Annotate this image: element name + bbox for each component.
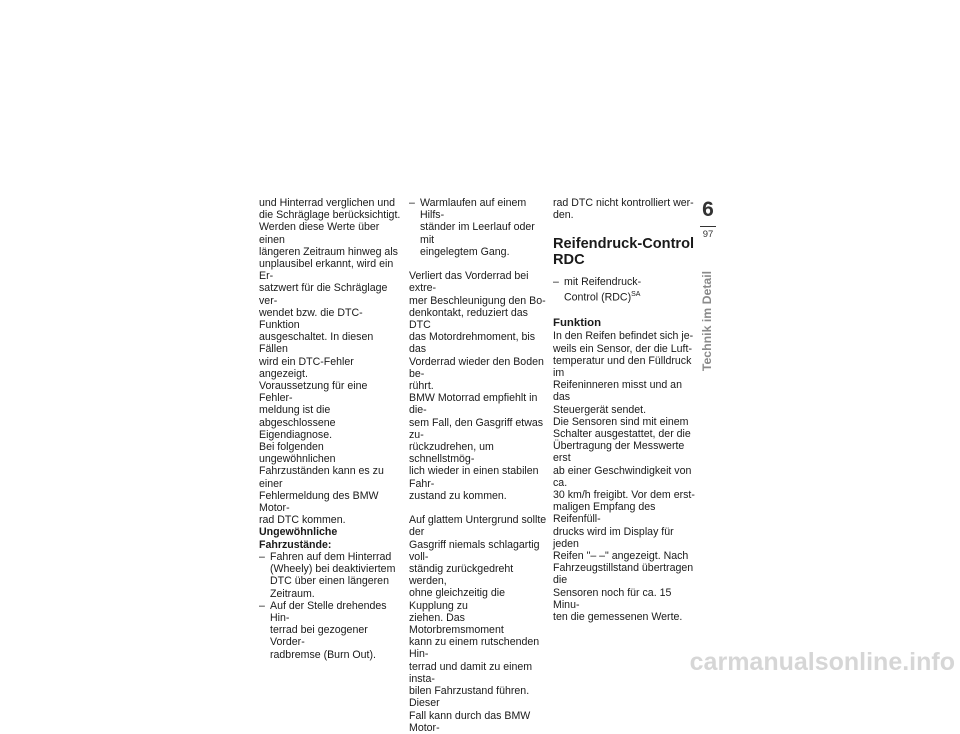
chapter-side-title: Technik im Detail — [700, 270, 714, 372]
chapter-number: 6 — [702, 198, 714, 221]
column-1 — [259, 197, 401, 661]
special-equipment-marker: SA — [631, 290, 641, 298]
list-item: – Auf der Stelle drehendes Hin- terrad bei gezogener Vorder- radbremse (Burn Out). — [259, 600, 401, 661]
column-2 — [409, 197, 551, 734]
rdc-option-list — [553, 276, 695, 303]
column-3 — [553, 197, 695, 623]
col2-paragraph-2: Auf glattem Untergrund sollte der Gasgriff niemals schlagartig voll- ständig zurückgedreht werden, ohne gleichzeitig die Kupplung zu ziehen. Das Motorbremsmoment kann zu einem rutschenden Hin- terrad und damit zu einem insta- bilen Fahrzustand führen. Dieser Fall kann durch das BMW Motor- — [409, 514, 547, 734]
rdc-heading: Reifendruck-Control RDC — [553, 236, 695, 268]
chapter-divider — [700, 226, 716, 227]
watermark: carmanualsonline.info — [689, 648, 955, 676]
function-heading: Funktion — [553, 317, 602, 330]
col3-continuation: rad DTC nicht kontrolliert wer- den. — [553, 197, 694, 222]
unusual-conditions-list — [259, 551, 401, 661]
col1-intro: und Hinterrad verglichen und die Schräglage berücksichtigt. Werden diese Werte über einen längeren Zeitraum hinweg als unplausibel erkannt, wird ein Er- satzwert für die Schräglage ver- wendet bzw. die DTC-Funktion ausgeschaltet. In diesen Fällen wird ein DTC-Fehler angezeigt. Voraussetzung für eine Fehler- meldung ist die abgeschlossene Eigendiagnose. Bei folgenden ungewöhnlichen Fahrzuständen kann es zu einer Fehlermeldung des BMW Motor- rad DTC kommen. — [259, 197, 401, 527]
list-item: – mit Reifendruck- Control (RDC)$^{SA}$ — [553, 276, 695, 303]
col2-paragraph-1: Verliert das Vorderrad bei extre- mer Beschleunigung den Bo- denkontakt, reduziert das DTC das Motordrehmoment, bis das Vorderrad wieder den Boden be- rührt. BMW Motorrad empfiehlt in die- sem Fall, den Gasgriff etwas zu- rückzudrehen, um schnellstmög- lich wieder in einen stabilen Fahr- zustand zu kommen. — [409, 270, 546, 502]
unusual-conditions-heading: Ungewöhnliche Fahrzustände: — [259, 526, 338, 551]
page-number: 97 — [702, 229, 714, 240]
list-item: – Warmlaufen auf einem Hilfs- ständer im Leerlauf oder mit eingelegtem Gang. — [409, 197, 551, 258]
unusual-conditions-list-cont — [409, 197, 551, 258]
function-body: In den Reifen befindet sich je- weils ein Sensor, der die Luft- temperatur und den Fülldruck im Reifeninneren misst und an das Steuergerät sendet. Die Sensoren sind mit einem Schalter ausgestattet, der die Übertragung der Messwerte erst ab einer Geschwindigkeit von ca. 30 km/h freigibt. Vor dem erst- maligen Empfang des Reifenfüll- drucks wird im Display für jeden Reifen "– –" angezeigt. Nach Fahrzeugstillstand übertragen die Sensoren noch für ca. 15 Minu- ten die gemessenen Werte. — [553, 330, 695, 624]
list-item: – Fahren auf dem Hinterrad (Wheely) bei deaktiviertem DTC über einen längeren Zeitraum. — [259, 551, 401, 600]
